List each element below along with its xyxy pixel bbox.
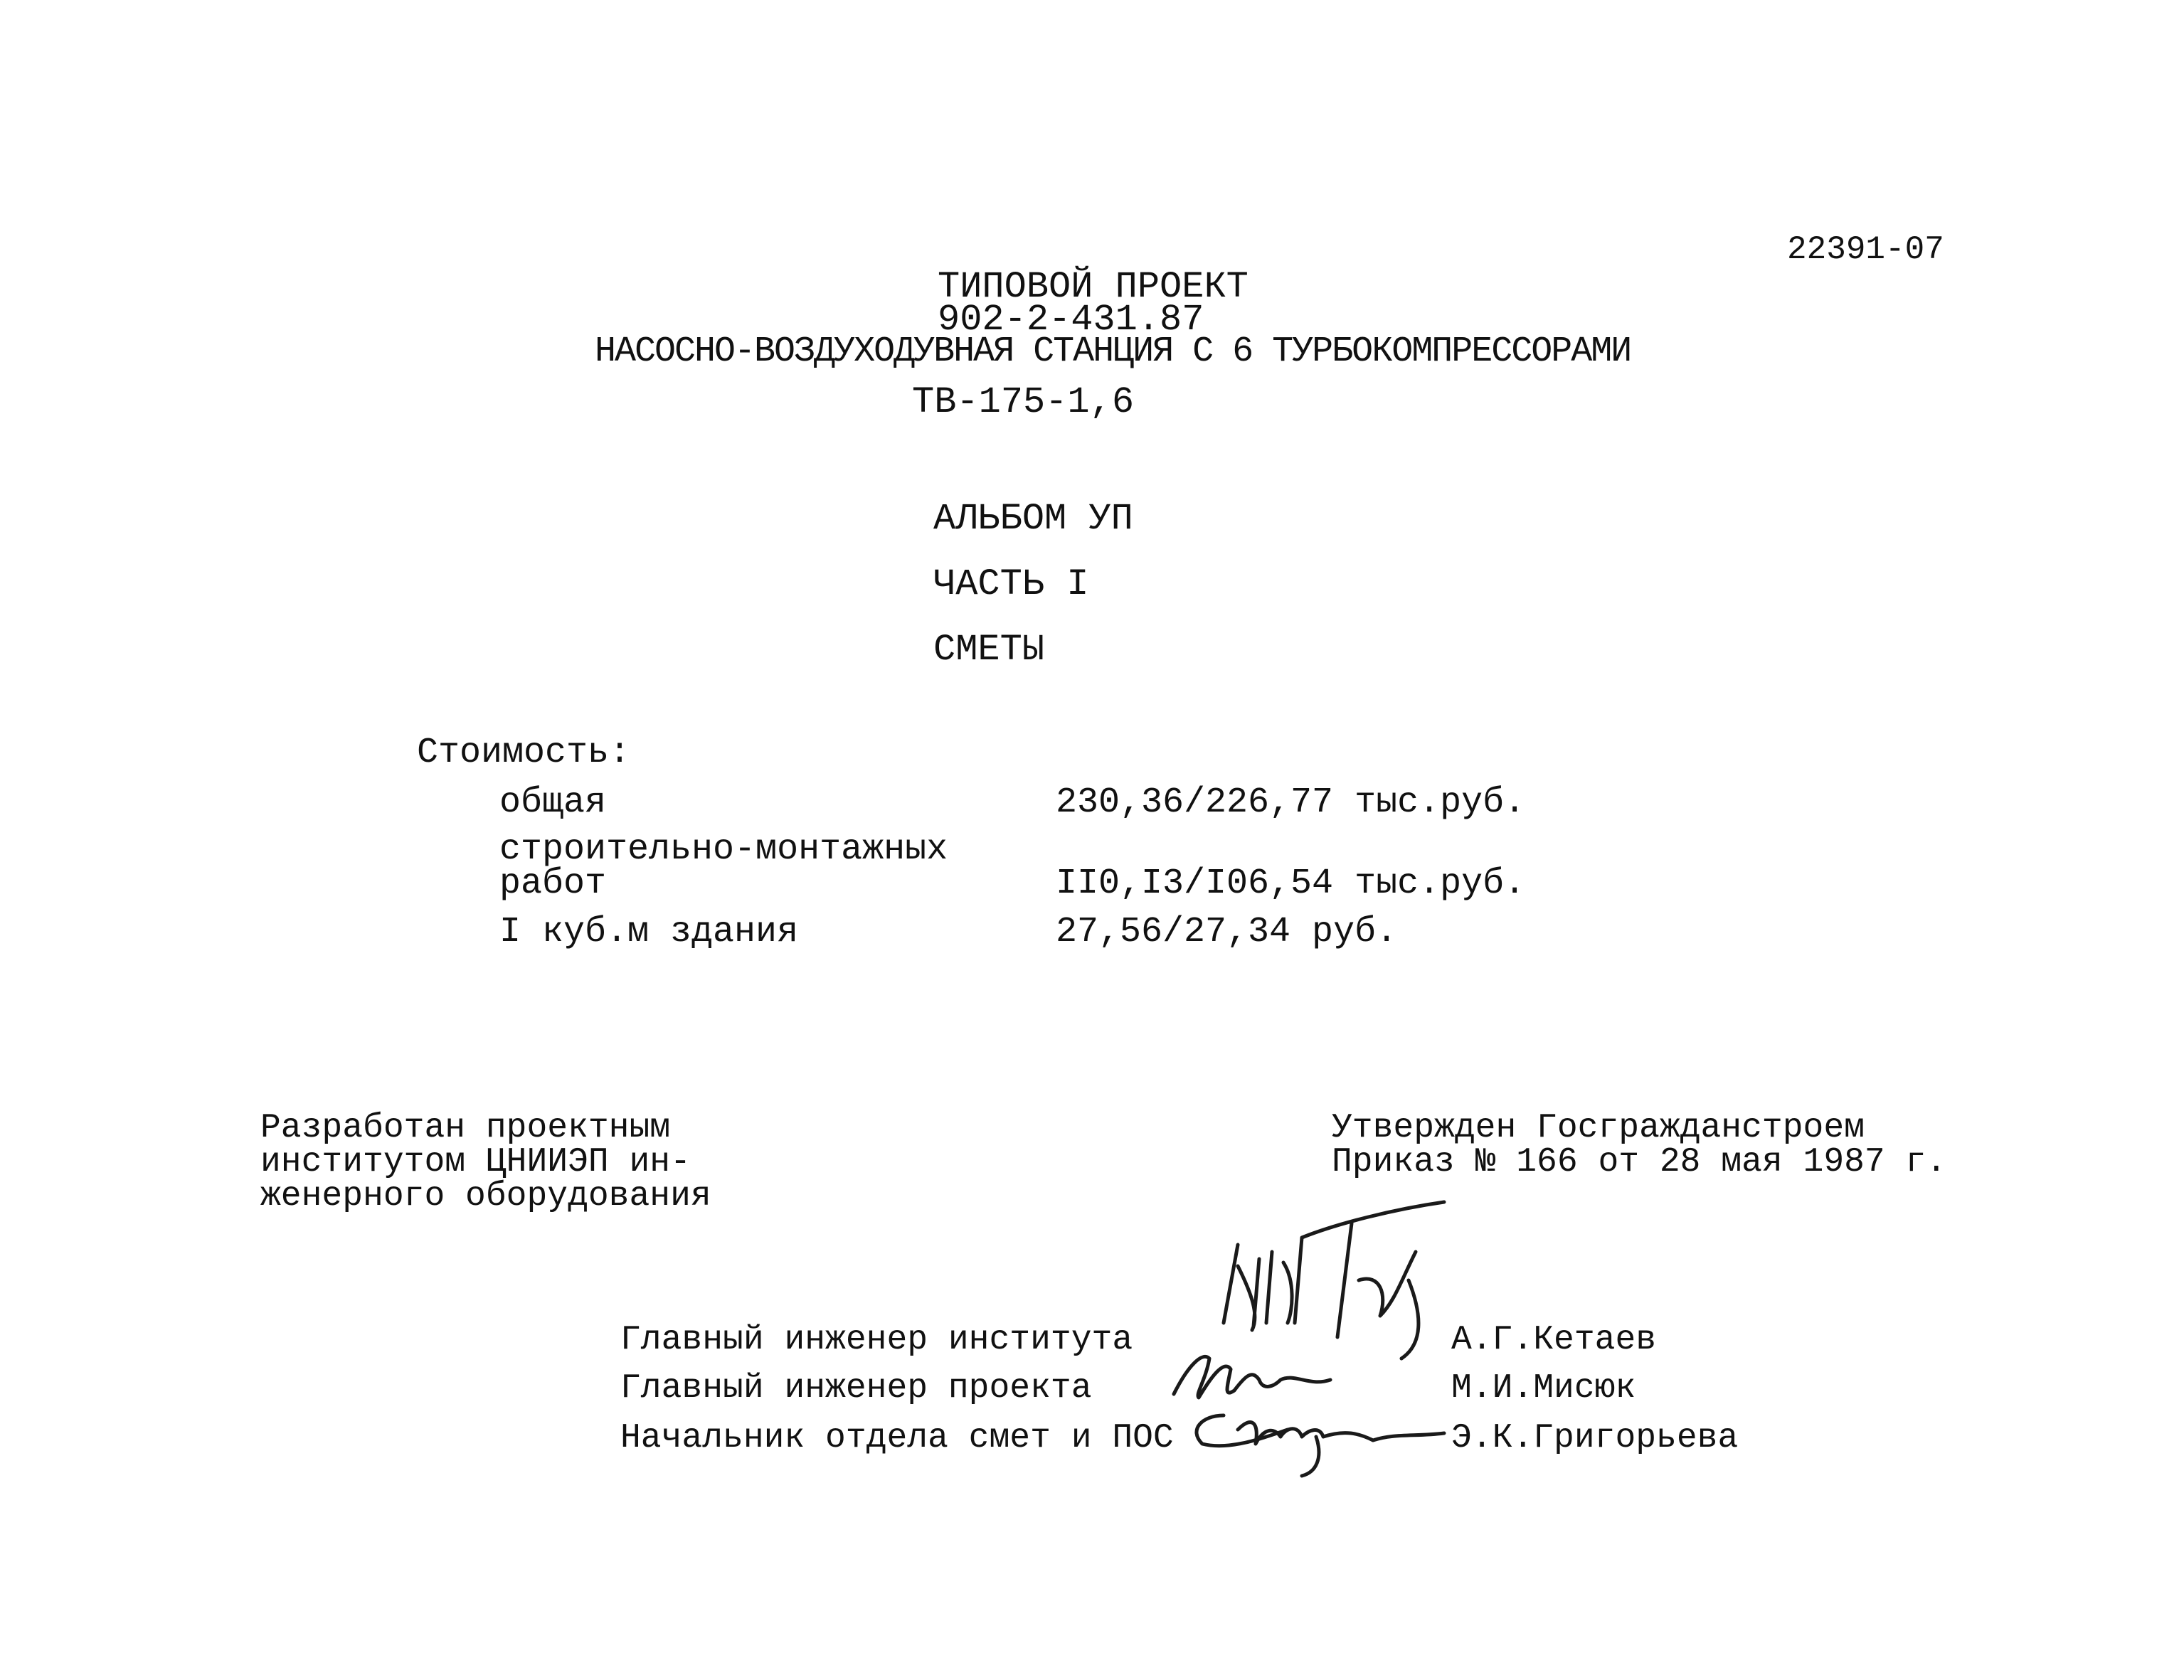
signatory-role-head-estimates: Начальник отдела смет и ПОС <box>620 1419 1174 1457</box>
signature-grigorieva-icon <box>1181 1394 1480 1479</box>
album-part: ЧАСТЬ I <box>933 563 1089 605</box>
approval-line-1: Утвержден Госгражданстроем <box>1332 1109 1865 1147</box>
signatory-name-ketaev: А.Г.Кетаев <box>1451 1321 1657 1359</box>
developer-line-2: институтом ЦНИИЭП ин- <box>260 1143 691 1181</box>
header-project-number: 902-2-431.87 <box>938 299 1204 341</box>
signatory-role-chief-engineer-project: Главный инженер проекта <box>620 1369 1092 1408</box>
album-title: СМЕТЫ <box>933 629 1045 671</box>
signatory-name-misyuk: М.И.Мисюк <box>1451 1369 1636 1408</box>
header-station-title: НАСОСНО-ВОЗДУХОДУВНАЯ СТАНЦИЯ С 6 ТУРБОКОМПРЕССОРАМИ <box>595 331 1631 372</box>
document-number: 22391-07 <box>1787 231 1944 268</box>
approval-line-2: Приказ № 166 от 28 мая 1987 г. <box>1332 1143 1947 1181</box>
signatory-name-grigorieva: Э.К.Григорьева <box>1451 1419 1739 1457</box>
header-compressor-model: ТВ-175-1,6 <box>912 381 1135 423</box>
cost-label-total: общая <box>499 782 607 823</box>
cost-value-total: 230,36/226,77 тыс.руб. <box>1056 782 1526 823</box>
cost-heading: Стоимость: <box>417 733 631 773</box>
cost-label-construction-2: работ <box>499 863 607 904</box>
signatory-role-chief-engineer-institute: Главный инженер института <box>620 1321 1133 1359</box>
header-project-type: ТИПОВОЙ ПРОЕКТ <box>938 266 1249 308</box>
developer-line-1: Разработан проектным <box>260 1109 671 1147</box>
cost-value-construction: II0,I3/I06,54 тыс.руб. <box>1056 863 1526 904</box>
cost-label-per-cubic-meter: I куб.м здания <box>499 912 799 952</box>
cost-value-per-cubic-meter: 27,56/27,34 руб. <box>1056 912 1398 952</box>
developer-line-3: женерного оборудования <box>260 1177 711 1216</box>
album-label: АЛЬБОМ УП <box>933 498 1133 540</box>
cost-label-construction: строительно-монтажных <box>499 829 948 870</box>
